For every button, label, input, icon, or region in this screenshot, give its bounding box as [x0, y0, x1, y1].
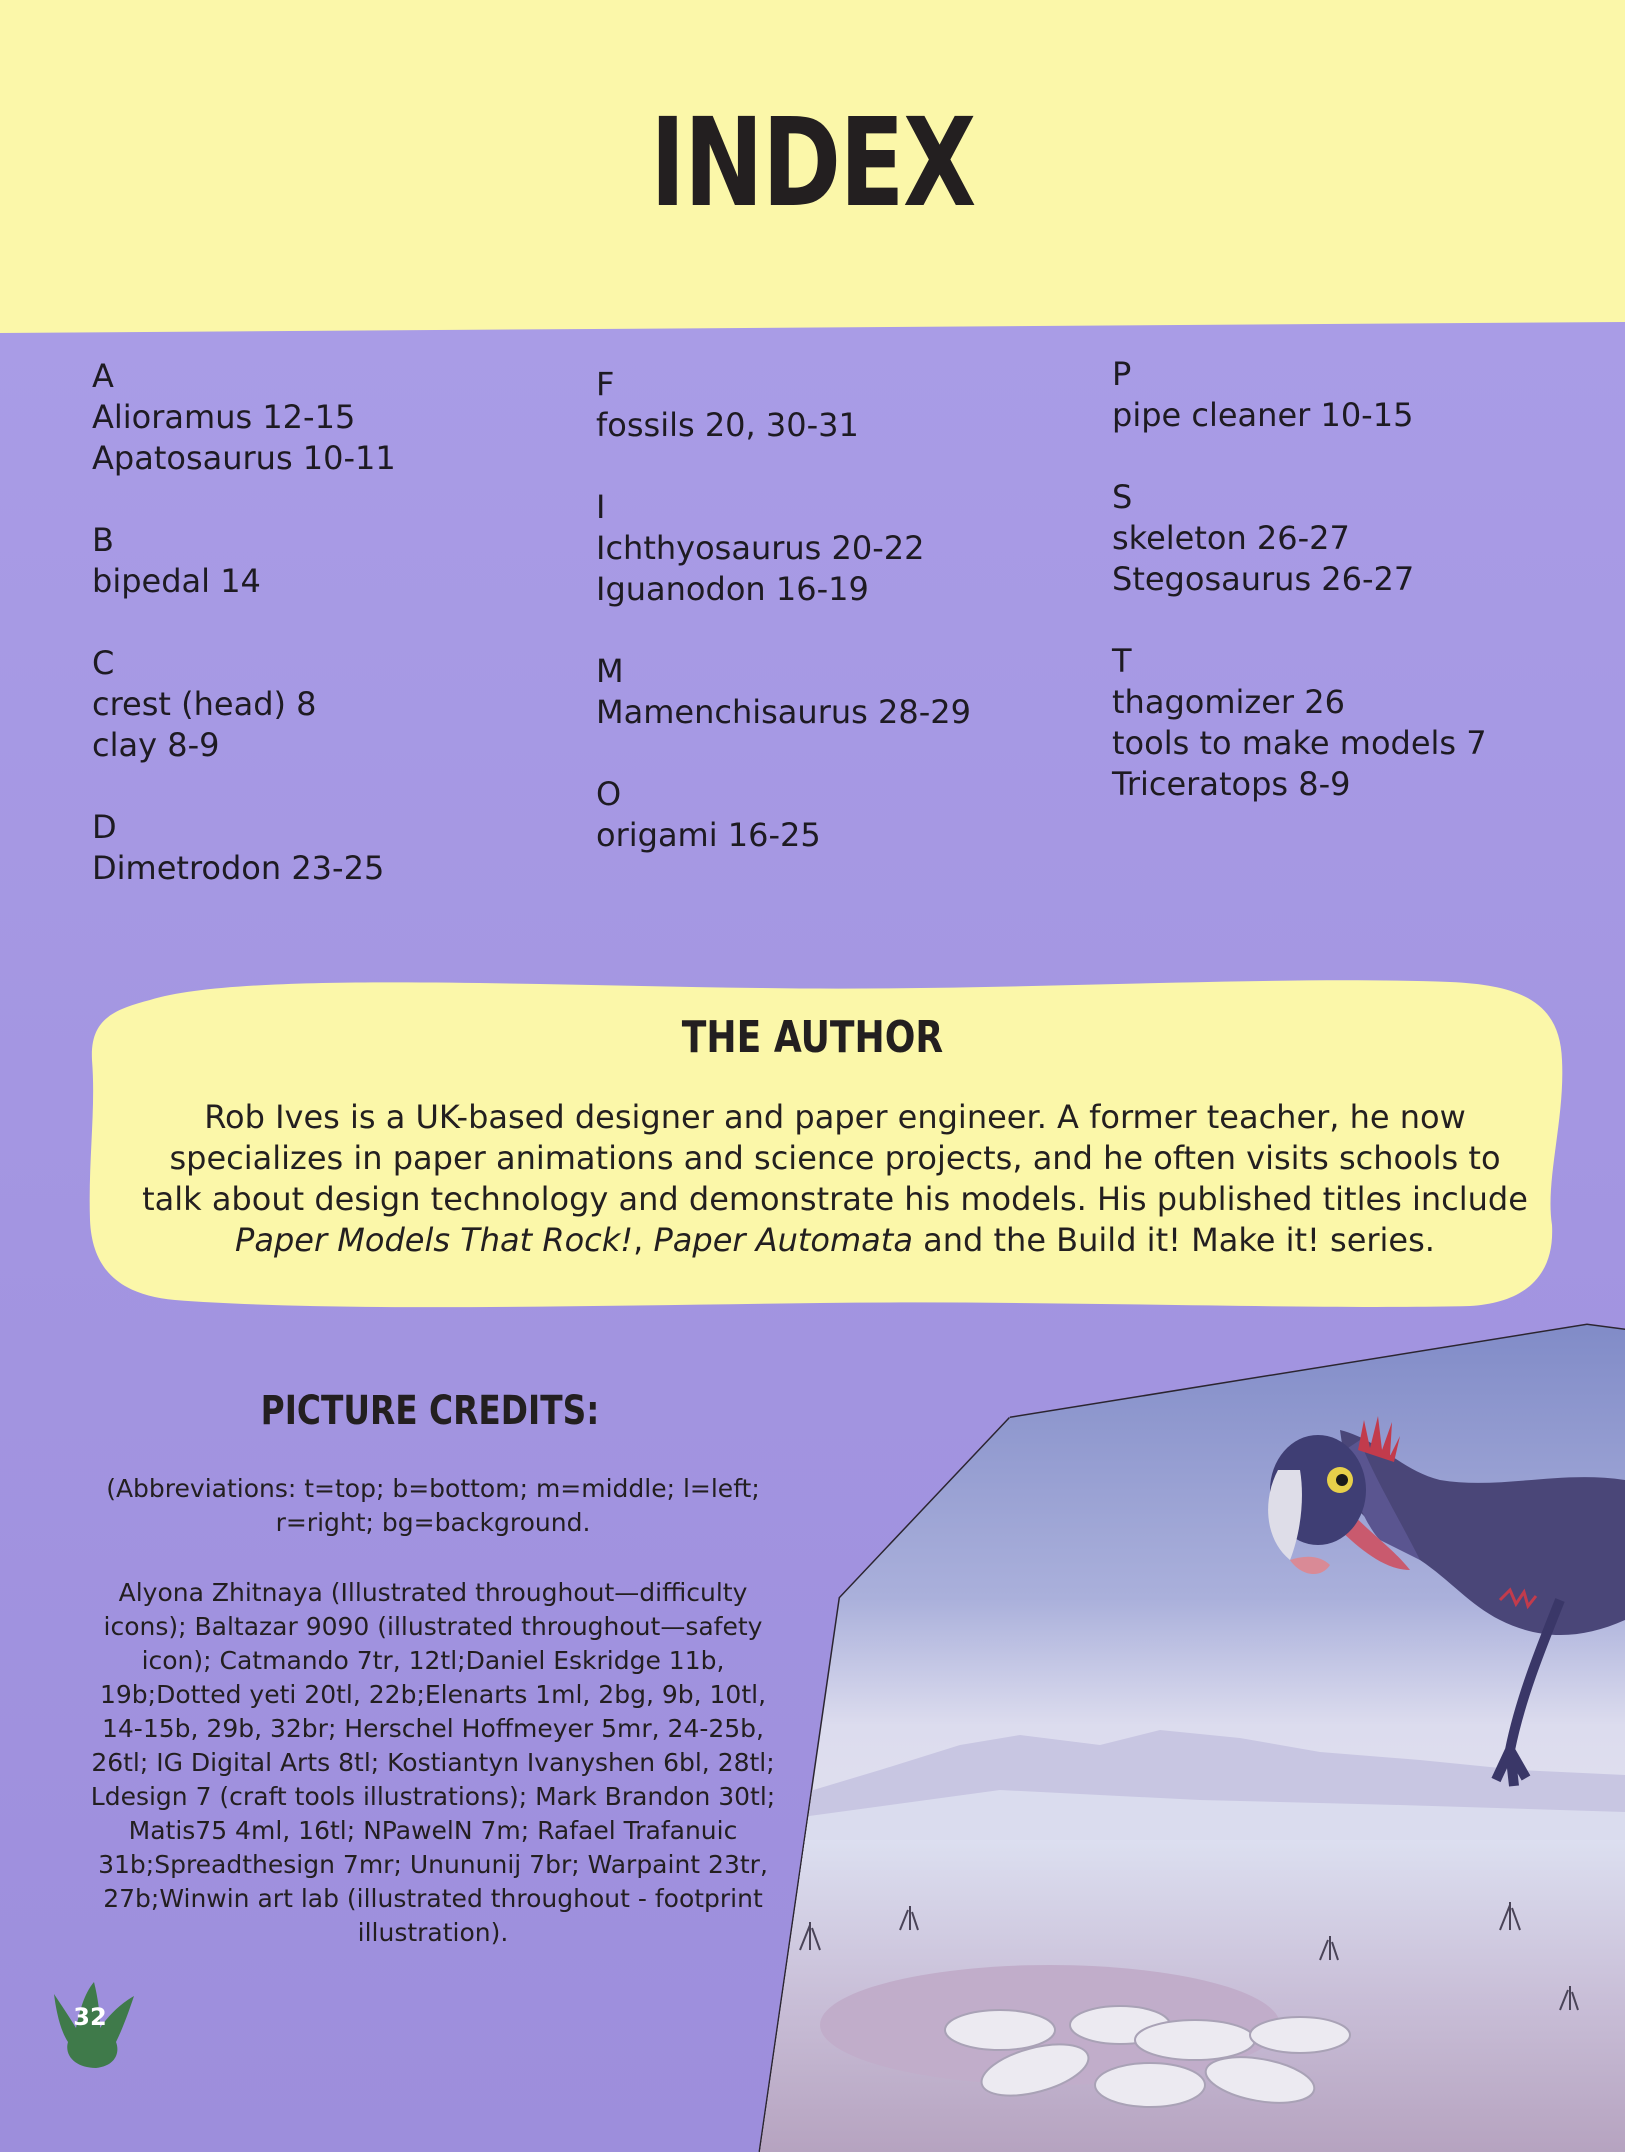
index-entry: Ichthyosaurus 20-22: [596, 529, 925, 567]
author-bio-text: and the Build it! Make it! series.: [912, 1221, 1435, 1259]
index-entry: clay 8-9: [92, 726, 220, 764]
index-entry: Iguanodon 16-19: [596, 570, 869, 608]
index-entry: skeleton 26-27: [1112, 519, 1350, 557]
author-heading: THE AUTHOR: [681, 1012, 944, 1063]
index-entry: thagomizer 26: [1112, 683, 1345, 721]
index-letter: A: [92, 357, 114, 395]
index-letter: O: [596, 775, 622, 813]
index-entry: origami 16-25: [596, 816, 821, 854]
credits-heading: PICTURE CREDITS:: [260, 1388, 600, 1434]
index-letter: F: [596, 365, 615, 403]
book-title: Paper Models That Rock!: [235, 1221, 634, 1259]
index-entry: fossils 20, 30-31: [596, 406, 859, 444]
author-bio-text: ,: [633, 1221, 654, 1259]
author-bio-text: Rob Ives is a UK-based designer and paper engineer. A former teacher, he now specializes in paper animations and science projects, and he often visits schools to talk about design technology and demonstrate his models. His published titles include: [142, 1098, 1528, 1218]
page-number: 32: [73, 2003, 107, 2031]
index-letter: B: [92, 521, 114, 559]
index-entry: Mamenchisaurus 28-29: [596, 693, 971, 731]
index-entry: tools to make models 7: [1112, 724, 1487, 762]
index-letter: D: [92, 808, 117, 846]
credits-abbreviations: (Abbreviations: t=top; b=bottom; m=middle; l=left; r=right; bg=background.: [106, 1474, 760, 1537]
credits-text: Alyona Zhitnaya (Illustrated throughout—difficulty icons); Baltazar 9090 (illustrated throughout—safety icon); Catmando 7tr, 12tl;Daniel Eskridge 11b, 19b;Dotted yeti 20tl, 22b;Elenarts 1ml, 2bg, 9b, 10tl, 14-15b, 29b, 32br; Herschel Hoffmeyer 5mr, 24-25b, 26tl; IG Digital Arts 8tl; Kostiantyn Ivanyshen 6bl, 28tl; Ldesign 7 (craft tools illustrations); Mark Brandon 30tl; Matis75 4ml, 16tl; NPawelN 7m; Rafael Trafanuic 31b;Spreadthesign 7mr; Unununij 7br; Warpaint 23tr, 27b;Winwin art lab (illustrated throughout - footprint illustration).: [90, 1578, 776, 1947]
index-entry: Triceratops 8-9: [1112, 765, 1351, 803]
book-title: Paper Automata: [653, 1221, 913, 1259]
index-entry: Stegosaurus 26-27: [1112, 560, 1415, 598]
page-title: INDEX: [650, 92, 975, 234]
index-letter: M: [596, 652, 624, 690]
index-entry: crest (head) 8: [92, 685, 317, 723]
index-letter: I: [596, 488, 606, 526]
index-letter: C: [92, 644, 115, 682]
index-letter: P: [1112, 355, 1132, 393]
index-entry: bipedal 14: [92, 562, 261, 600]
index-letter: T: [1112, 642, 1132, 680]
index-entry: Alioramus 12-15: [92, 398, 356, 436]
index-letter: S: [1112, 478, 1133, 516]
index-entry: Dimetrodon 23-25: [92, 849, 385, 887]
index-entry: pipe cleaner 10-15: [1112, 396, 1414, 434]
index-entry: Apatosaurus 10-11: [92, 439, 396, 477]
